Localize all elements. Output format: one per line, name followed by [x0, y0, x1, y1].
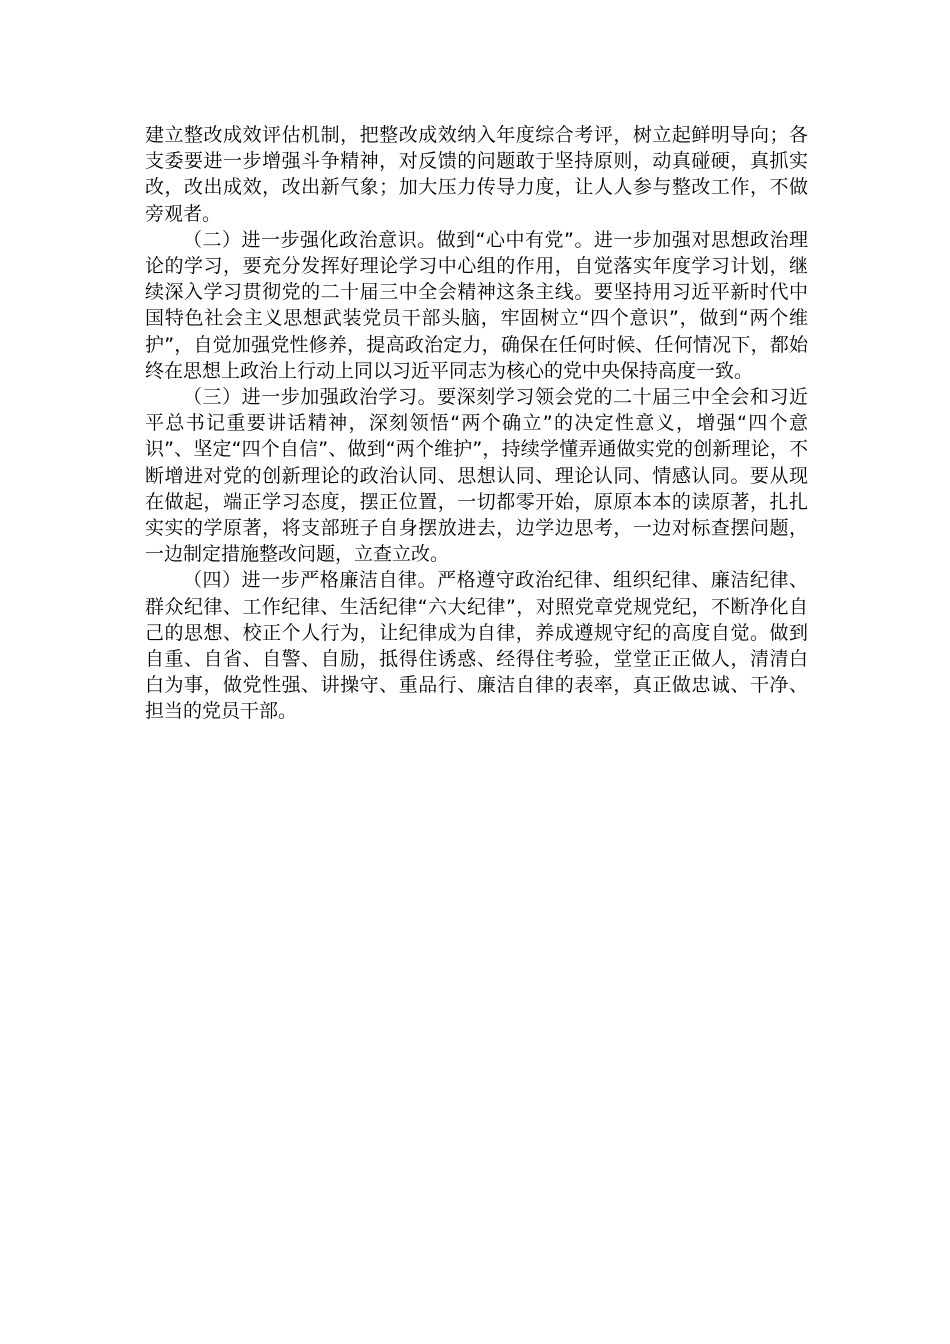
document-page — [145, 122, 808, 725]
paragraph-political-awareness: （二）进一步强化政治意识。做到“心中有党”。进一步加强对思想政治理论的学习，要充分发挥好理论学习中心组的作用，自觉落实年度学习计划，继续深入学习贯彻党的二十届三中全会精神这条主线。要坚持用习近平新时代中国特色社会主义思想武装党员干部头脑，牢固树立“四个意识”，做到“两个维护”，自觉加强党性修养，提高政治定力，确保在任何时候、任何情况下，都始终在思想上政治上行动上同以习近平同志为核心的党中央保持高度一致。 — [145, 228, 808, 382]
paragraph-political-study: （三）进一步加强政治学习。要深刻学习领会党的二十届三中全会和习近平总书记重要讲话精神，深刻领悟“两个确立”的决定性意义，增强“四个意识”、坚定“四个自信”、做到“两个维护”，持续学懂弄通做实党的创新理论，不断增进对党的创新理论的政治认同、思想认同、理论认同、情感认同。要从现在做起，端正学习态度，摆正位置，一切都零开始，原原本本的读原著，扎扎实实的学原著，将支部班子自身摆放进去，边学边思考，一边对标查摆问题，一边制定措施整改问题，立查立改。 — [145, 386, 808, 566]
paragraph-continuation: 建立整改成效评估机制，把整改成效纳入年度综合考评，树立起鲜明导向；各支委要进一步增强斗争精神，对反馈的问题敢于坚持原则，动真碰硬，真抓实改，改出成效，改出新气象；加大压力传导力度，让人人参与整改工作，不做旁观者。 — [145, 124, 808, 225]
paragraph-self-discipline: （四）进一步严格廉洁自律。严格遵守政治纪律、组织纪律、廉洁纪律、群众纪律、工作纪律、生活纪律“六大纪律”，对照党章党规党纪，不断净化自己的思想、校正个人行为，让纪律成为自律，养成遵规守纪的高度自觉。做到自重、自省、自警、自励，抵得住诱惑、经得住考验，堂堂正正做人，清清白白为事，做党性强、讲操守、重品行、廉洁自律的表率，真正做忠诚、干净、担当的党员干部。 — [145, 569, 808, 723]
